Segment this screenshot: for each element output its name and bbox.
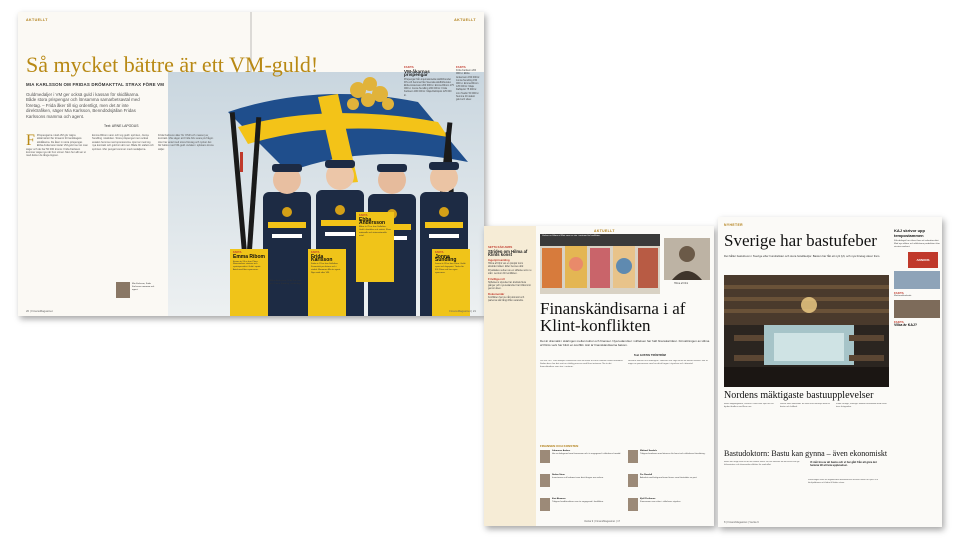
profile-item — [628, 498, 710, 520]
article-headline: Finanskändisarna i af Klint-konflikten — [540, 299, 686, 335]
page-footer-left: 20 | FinansMagasinet — [26, 309, 53, 313]
hilma-portrait-graphic — [664, 238, 710, 280]
card-text: Frida är 23 år från Sollefteå. Framstärk på distans och i stafett. Mamman Mia är agent. Nya avtal efter VM. — [311, 263, 341, 274]
body-text-2: Emma Ribom vann och tog guld i sprinten, Jonna Sundling i stafetten. Stora prispengar men också avtalen hemma med sponsorerna. Hon tar med sig nya kontrakt och guld är värt mer. Både för stafett och sprinten. Mer pengar kommer med medaljerna. — [92, 134, 154, 151]
article-headline: Så mycket bättre är ett VM-guld! — [26, 52, 319, 77]
body-column-2 — [92, 134, 154, 304]
avatar — [540, 498, 550, 511]
profile-item — [540, 474, 622, 496]
card-label: FAKTA — [435, 251, 444, 254]
fact-box-summary — [456, 66, 480, 101]
article-ingress: Det håller bastuboom i Sverige efter hundralister och stora hotellkedjor. Bastun har fått ett nytt lyft, och nya företag växer fram. — [724, 254, 881, 258]
body-column-1: Bastu Högbergaland, Dalarna. Utsikt över sjön och ett dyrbart badhus med flera rum. — [724, 403, 774, 408]
athlete-card-frida-karlsson — [308, 249, 346, 316]
profile-item — [540, 498, 622, 520]
profile-item — [540, 450, 622, 472]
secondary-headline: Nordens mäktigaste bastuupplevelser — [724, 390, 874, 401]
section-label-right: AKTUELLT — [454, 18, 476, 22]
avatar — [628, 474, 638, 487]
news-sidebar — [894, 229, 940, 519]
third-headline: Bastudoktorn: Bastu kan gynna – även ekonomiskt — [724, 449, 888, 458]
profile-text: Har en bakgrund som finansman och är engagerad i stiftelsens framtid. — [552, 452, 621, 455]
sidebar-thumbnail — [894, 271, 940, 289]
thumbnail-caption: Mia Karlsson, Frida Karlssons mamma och agent. — [132, 283, 155, 291]
side-text: Stiftelsens styrelse har ändrats flera gånger och nya ledamöter har tillkommit genom åren. — [488, 280, 531, 291]
article-byline: Text: ARNE LAPODUS — [104, 124, 139, 128]
facts-area — [254, 66, 480, 122]
card-name: Emma Ribom — [233, 253, 265, 260]
sidebar-subhead: FAKTA — [894, 319, 904, 324]
sidebar-ad: ANNONS — [908, 252, 938, 268]
section-label: NYHETER — [724, 223, 744, 227]
profile-item — [628, 450, 710, 472]
avatar — [628, 498, 638, 511]
fact-text: Frida Karlsson 200 000 kr. Ebba Andersson 150 000 kr. Jonna Sundling 150 000 kr. Emma Ribom 125 000 kr. Maja Dahlqvist 75 000 kr. Linn Svahn 50 000 kr. Summa för stafett guld och silver. — [456, 69, 480, 102]
fact-text: Prispengar från internationella skidförbundet FIS och hemma från Svenska skidförbundet. Ebba Andersson 200 000 kr. Emma Ribom 175 000 kr. Jonna Sundling 200 000 kr. Frida Karlsson 180 000 kr. Maja Dahlqvist 125 000 kr. — [404, 77, 454, 97]
drop-cap: F — [26, 134, 35, 149]
profile-name: Michael Sandels — [640, 450, 658, 452]
sidebar-subhead: FAKTA — [894, 290, 904, 295]
article-byline: Text GUSTAV TRÖSTRÖM — [634, 354, 666, 357]
athlete-card-ebba-andersson — [356, 212, 394, 282]
body-column-3: Klubb Lounge, Kaninge. Modern bastuklubb med utsikt över skärgården. — [836, 403, 887, 408]
ski-article-spread — [18, 12, 484, 316]
body-column-3 — [158, 134, 214, 304]
profile-name: Johannes Anders — [552, 450, 571, 452]
mia-karlsson-thumbnail — [116, 282, 130, 298]
section-label: AKTUELLT — [594, 229, 615, 233]
card-label: FAKTA — [359, 214, 368, 217]
page-footer: 8 | FinansMagasinet | Vecka 9 — [724, 521, 759, 524]
profile-text: Advokat med bakgrund inom finans som företräder en part. — [640, 476, 698, 479]
sauna-photo — [724, 275, 889, 387]
fact-label: FAKTA — [456, 65, 466, 69]
side-text: Hilma af Klint var en pionjär inom abstrakt måleri. Efter hennes död förvaltades verken av en stiftelse som nu står i centrum för konflikten. — [488, 262, 532, 275]
athlete-card-emma-ribom — [230, 249, 268, 316]
sidebar-headline: KAJ skrivor upp tempostammen — [894, 228, 925, 238]
side-subhead: Ingenjörsamling — [488, 258, 510, 263]
card-label: FAKTA — [311, 251, 320, 254]
profile-name: Kjell Preiborne — [640, 498, 656, 500]
page-footer-right: FinansMagasinet | 21 — [449, 309, 476, 313]
fact-label: FAKTA — [404, 65, 414, 69]
athlete-card-jonna-sundling — [432, 249, 470, 316]
avatar — [628, 450, 638, 463]
body2-column-2: Forskningen visar att regelbundna bastubad kan minska risken för hjärt- och kärlsjukdomar och bidra till bättre sömn. — [808, 479, 879, 484]
body-column-2: Nicolaus Borstin och ledningen i stiftelsen har sagt att de vill bevara verken. Här är några av personerna som har drivit frågan i styrelsen och i domstol. — [628, 360, 708, 365]
sidebar-text: Köksbolaget har räknat hem ett rekordresultat. Med nya affärer och effektivare produktion ökar vinsten markant. — [894, 240, 940, 248]
hilma-portrait — [664, 238, 710, 280]
avatar — [540, 450, 550, 463]
pull-quote: Vi mår bra av att bastu och vi har gått från att göra det hemma till att leta upplevelser. — [810, 461, 877, 467]
side-label: SETTA KÄR AMFS — [488, 245, 513, 249]
card-text: Emma är 24 år från Piteå. Ramstrålens startare och sprintspecialist. Guld i sprint. Avtal med flera sponsorer. — [233, 260, 261, 271]
profile-text: Tidigare bankman med intresse för konst och stiftelsens förvaltning. — [640, 452, 706, 455]
profile-name: Kart Almaner — [552, 498, 566, 500]
section-label-left: AKTUELLT — [26, 18, 48, 22]
sidebar-subtext: Marknadsbelande — [894, 294, 912, 297]
card-text: Ebba är 25 år från Sollefteå. Guld i skiathlon och stafett. Flera nationella och internationella avtal. — [359, 226, 391, 237]
body-column-1 — [26, 134, 88, 304]
card-label: FAKTA — [233, 251, 242, 254]
profile-name: Per Rundell — [640, 474, 653, 476]
article-headline: Sverige har bastufeber — [724, 231, 877, 250]
side-column — [484, 226, 536, 526]
sidebar-thumbnail — [894, 300, 940, 318]
sidebar-subtext: Vilka är KAJ? — [894, 322, 918, 327]
card-name: Jonna Sundling — [435, 253, 457, 263]
page-footer: Vecka 9 | FinansMagasinet | 17 — [584, 520, 621, 523]
body-text-1: Prispengarna i skid-VM gör några skiärmärtor fler lönsamt för landslagets skidåkarna. De åker in stora prispengar. Ebba Andersson tävlar VM-guld mer än man säger och de har 50 000 kronor. Frida Karlsson kommer säga nya när hon vinner. Men hur allt ser ut med detta i de långa loppen. — [26, 134, 88, 158]
avatar — [540, 474, 550, 487]
body2-column-1: Bastu har länge varit en del av nordisk kultur. Nu ser forskare att det också kan ge hälsovinster och ekonomiska effekter för samhället. — [724, 461, 800, 466]
af-klint-article-page — [484, 226, 714, 526]
card-name: Ebba Andersson — [359, 216, 386, 226]
portrait-caption: Hilma af Klint — [674, 282, 689, 285]
profile-text: Investerare och ledamot som drivit frågan om verken. — [552, 476, 604, 479]
side-text: Konflikten har nu nått domstol och parterna står långt ifrån varandra. — [488, 296, 525, 303]
profile-item — [628, 474, 710, 496]
photo-caption: Ebba Andersson, Frida Karlsson och Jonna Sundling i stafettlaget. — [270, 280, 303, 285]
side-subhead: Dokumentär — [488, 292, 505, 297]
body-text-3: Frida Karlsson åker för OSR och massor av kontrakt. Mia säger att Frida fick svara på frågor. Hon har avtal med stora företag och tycker det blir bättre med VM-guld. Avtalen i sjöstans krona säljer. — [158, 134, 214, 151]
sauna-photo-graphic — [724, 275, 889, 387]
article-ingress: Det är dramatik i skäringen mellan kultur och finanser. Nya ledamöter i stiftelsen har haft finanskarriärer. Förvaltningen av Hilma af Klints verk har blivit en konflikt. Här är finanskändisarna bakom. — [540, 339, 710, 347]
side-title: Striden om Hilma af Klints konst — [488, 249, 528, 258]
profile-text: Tidigare fondförvaltare som är engagerad i konflikten. — [552, 500, 604, 503]
body-column-1: Det var 2017 som familjen Johansson ville att Hilma af Klints stiftelse skulle förändras. Sedan dess har det varit en rättslig process med flera instanser. Nu är det finanskändisar som står i centrum. — [540, 360, 624, 368]
article-ingress: Guldmedaljer i VM ger ocksä guld i kassan för skidåkarna. Både stora prispengar och lönsamma samarbetsavtal med företag. – Frida åker till sig ordentligt, men det är inte direktrafiken, säger Mia Karlsson, Benndödsjällan Fridas Karlssons mamma och agent. — [26, 92, 140, 119]
sauna-article-page — [718, 217, 942, 527]
card-name: Frida Karlsson — [311, 253, 333, 263]
fact-box-prize-money — [404, 66, 454, 97]
card-text: Jonna är 28 år från Piteå. Guld i sprint och lagsprint. Tävlar för IFK Piteå och har egna sponsorer. — [435, 263, 467, 274]
artwork-photo — [540, 234, 660, 294]
profile-name: Stefan Stern — [552, 474, 565, 476]
side-subhead: Frivilliga roll — [488, 276, 505, 281]
fact-title: VM-åkarnas prispengar — [404, 69, 430, 78]
profile-text: Finansman som sitter i stiftelsens styrelse. — [640, 500, 682, 503]
body-column-2: Sauna Saint Harwelda. Ett stort finskt koncept med tre bastur och kallbad. — [780, 403, 830, 408]
profiles-heading: FINANSEN OCH KONSTEN — [540, 444, 579, 448]
article-deck: MIA KARLSSON OM FRIDAS DRÖMAKTTAL STRAX FÖRE VM — [26, 82, 165, 87]
artwork-photo-graphic — [540, 234, 660, 294]
artwork-caption: Verken av Hilma af Klint som nu står i centrum för konflikten. — [542, 235, 601, 237]
